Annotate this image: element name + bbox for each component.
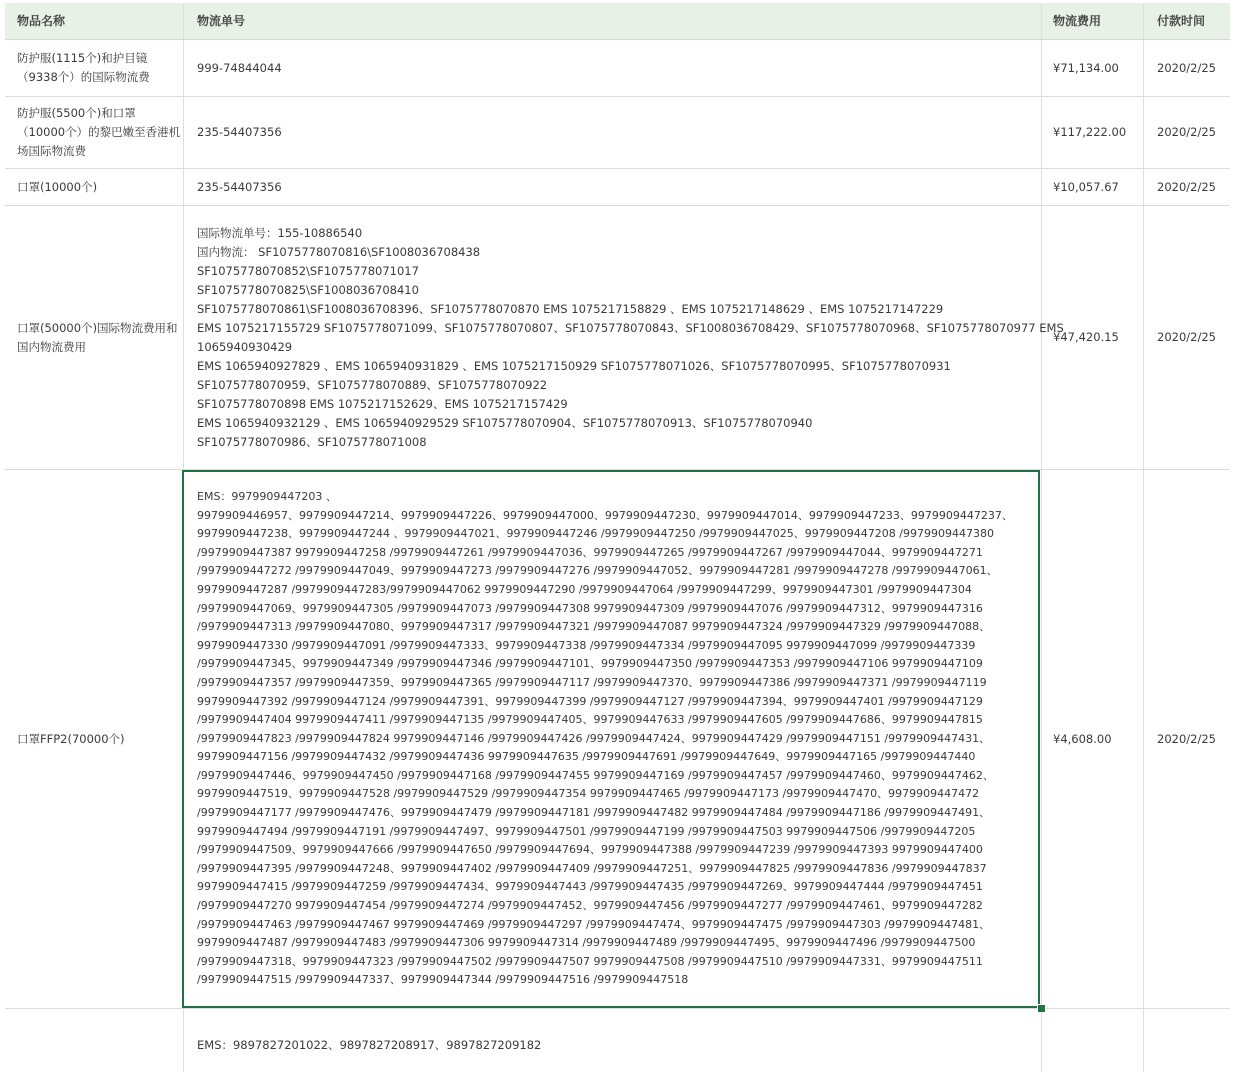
table-cell-fee[interactable] <box>1053 169 1143 205</box>
row-divider <box>5 1008 1230 1009</box>
tracking-line: 235-54407356 <box>197 179 282 194</box>
column-header-fee[interactable]: 物流费用 <box>1053 14 1102 28</box>
tracking-lines <box>197 1036 541 1055</box>
tracking-line: 9979909446957、9979909447214、9979909447226、9979909447000、9979909447230、9979909447014、9979909447233、9979909447237、 <box>197 508 1013 522</box>
tracking-line: 9979909447415 /9979909447259 /9979909447434、9979909447443 /9979909447435 /9979909447269、9979909447444 /9979909447451 <box>197 880 983 894</box>
tracking-line: SF1075778070959、SF1075778070889、SF1075778070922 <box>197 377 548 392</box>
tracking-line: /9979909447177 /9979909447476、9979909447479 /9979909447181 /9979909447482 9979909447484 /9979909447186 /9979909447491、 <box>197 806 991 820</box>
tracking-line: EMS：9897827201022、9897827208917、9897827209182 <box>197 1037 542 1052</box>
tracking-line: 1065940930429 <box>197 339 293 354</box>
table-cell-item-name[interactable] <box>17 40 183 96</box>
column-header-date[interactable]: 付款时间 <box>1157 14 1206 28</box>
tracking-line: SF1075778070852\SF1075778071017 <box>197 263 419 278</box>
fill-handle[interactable] <box>1037 1004 1046 1013</box>
tracking-line: EMS：9979909447203 、 <box>197 489 337 503</box>
tracking-line: /9979909447446、9979909447450 /9979909447168 /9979909447455 9979909447169 /9979909447457 /9979909447460、9979909447462、 <box>197 768 994 782</box>
tracking-line: /9979909447345、9979909447349 /9979909447346 /9979909447101、9979909447350 /9979909447353 /9979909447106 9979909447109 <box>197 657 983 671</box>
table-cell-date[interactable] <box>1157 169 1227 205</box>
table-cell-fee[interactable] <box>1053 97 1143 168</box>
tracking-line: 9979909447519、9979909447528 /9979909447529 /9979909447354 9979909447465 /9979909447173 /9979909447470、9979909447472 <box>197 787 980 801</box>
fee-text: ¥71,134.00 <box>1053 60 1119 75</box>
item-name-text: 口罩FFP2(70000个) <box>17 731 125 746</box>
tracking-line: 国内物流： SF1075778070816\SF1008036708438 <box>197 244 481 259</box>
date-text: 2020/2/25 <box>1157 179 1216 194</box>
tracking-line: EMS 1065940932129 、EMS 1065940929529 SF1075778070904、SF1075778070913、SF1075778070940 <box>197 415 813 430</box>
tracking-line: 9979909447330 /9979909447091 /9979909447333、9979909447338 /9979909447334 /9979909447095 9979909447099 /9979909447339 <box>197 638 976 652</box>
table-cell-tracking[interactable] <box>197 206 1064 469</box>
date-text: 2020/2/25 <box>1157 731 1216 746</box>
table-cell-tracking[interactable] <box>197 97 1047 168</box>
tracking-line: 9979909447487 /9979909447483 /9979909447306 9979909447314 /9979909447489 /9979909447495、9979909447496 /9979909447500 <box>197 936 976 950</box>
tracking-line: /9979909447272 /9979909447049、9979909447273 /9979909447276 /9979909447052、9979909447281 /9979909447278 /9979909447061、 <box>197 564 998 578</box>
fee-text: ¥10,057.67 <box>1053 179 1119 194</box>
tracking-line: /9979909447069、9979909447305 /9979909447073 /9979909447308 9979909447309 /9979909447076 /9979909447312、9979909447316 <box>197 601 983 615</box>
tracking-line: 235-54407356 <box>197 125 282 139</box>
header-row <box>5 3 1230 40</box>
tracking-line: 9979909447287 /9979909447283/9979909447062 9979909447290 /9979909447064 /9979909447299、9979909447301 /9979909447304 <box>197 582 972 596</box>
tracking-line: /9979909447318、9979909447323 /9979909447502 /9979909447507 9979909447508 /9979909447510 /9979909447331、9979909447511 <box>197 954 983 968</box>
table-cell-date[interactable] <box>1157 470 1227 1008</box>
tracking-lines <box>197 59 282 78</box>
table-cell-tracking[interactable] <box>197 40 1047 96</box>
table-cell-item-name[interactable] <box>17 97 183 168</box>
tracking-line: 9979909447392 /9979909447124 /9979909447391、9979909447399 /9979909447127 /9979909447394、9979909447401 /9979909447129 <box>197 694 983 708</box>
table-cell-fee[interactable] <box>1053 40 1143 96</box>
tracking-line: SF1075778070986、SF1075778071008 <box>197 434 427 449</box>
table-cell-fee[interactable] <box>1053 470 1143 1008</box>
tracking-lines <box>197 123 282 142</box>
tracking-line: 9979909447156 /9979909447432 /9979909447436 9979909447635 /9979909447691 /9979909447649、9979909447165 /9979909447440 <box>197 750 976 764</box>
tracking-line: 999-74844044 <box>197 60 282 75</box>
cell-selection-border <box>182 470 1040 1008</box>
item-name-text: 口罩(50000个)国际物流费用和国内物流费用 <box>17 320 178 354</box>
tracking-line: /9979909447404 9979909447411 /9979909447135 /9979909447405、9979909447633 /9979909447605 /9979909447686、9979909447815 <box>197 713 983 727</box>
table-cell-date[interactable] <box>1157 206 1227 469</box>
tracking-line: EMS 1075217155729 SF1075778071099、SF1075778070807、SF1075778070843、SF1008036708429、SF1075778070968、SF1075778070977 EMS <box>197 320 1064 335</box>
table-cell-tracking[interactable] <box>197 169 1047 205</box>
item-name-text: 防护服(5500个)和口罩（10000个）的黎巴嫩至香港机场国际物流费 <box>17 106 181 158</box>
item-name-text: 口罩(10000个) <box>17 179 98 194</box>
tracking-line: /9979909447395 /9979909447248、9979909447402 /9979909447409 /9979909447251、9979909447825 /9979909447836 /9979909447837 <box>197 861 987 875</box>
tracking-line: /9979909447509、9979909447666 /9979909447650 /9979909447694、9979909447388 /9979909447239 /9979909447393 9979909447400 <box>197 843 983 857</box>
tracking-line: SF1075778070825\SF1008036708410 <box>197 282 419 297</box>
tracking-lines <box>197 224 1064 452</box>
fee-text: ¥117,222.00 <box>1053 125 1127 139</box>
table-cell-date[interactable] <box>1157 40 1227 96</box>
column-header-name[interactable]: 物品名称 <box>17 14 66 28</box>
tracking-line: EMS 1065940927829 、EMS 1065940931829 、EMS 1075217150929 SF1075778071026、SF1075778070995、SF1075778070931 <box>197 358 951 373</box>
tracking-line: /9979909447270 9979909447454 /9979909447274 /9979909447452、9979909447456 /9979909447277 /9979909447461、9979909447282 <box>197 899 983 913</box>
tracking-line: /9979909447823 /9979909447824 9979909447146 /9979909447426 /9979909447424、9979909447429 /9979909447151 /9979909447431、 <box>197 731 991 745</box>
fee-text: ¥4,608.00 <box>1053 731 1112 746</box>
table-cell-item-name[interactable] <box>17 1009 183 1072</box>
tracking-line: 9979909447494 /9979909447191 /9979909447497、9979909447501 /9979909447199 /9979909447503 9979909447506 /9979909447205 <box>197 824 976 838</box>
date-text: 2020/2/25 <box>1157 125 1216 139</box>
tracking-line: 9979909447238、9979909447244 、9979909447021、9979909447246 /9979909447250 /9979909447025、9979909447208 /9979909447380 <box>197 527 994 541</box>
table-cell-tracking[interactable] <box>197 1033 1047 1057</box>
tracking-line: SF1075778070861\SF1008036708396、SF1075778070870 EMS 1075217158829 、EMS 1075217148629 、EMS 1075217147229 <box>197 301 944 316</box>
tracking-line: /9979909447463 /9979909447467 9979909447469 /9979909447297 /9979909447474、9979909447475 /9979909447303 /9979909447481、 <box>197 917 991 931</box>
tracking-lines <box>197 178 282 197</box>
tracking-line: /9979909447357 /9979909447359、9979909447365 /9979909447117 /9979909447370、9979909447386 /9979909447371 /9979909447119 <box>197 675 987 689</box>
column-divider <box>1143 3 1144 1072</box>
tracking-line: /9979909447515 /9979909447337、9979909447344 /9979909447516 /9979909447518 <box>197 973 689 987</box>
table-cell-item-name[interactable] <box>17 470 183 1008</box>
date-text: 2020/2/25 <box>1157 60 1216 75</box>
table-cell-item-name[interactable] <box>17 169 183 205</box>
table-cell-item-name[interactable] <box>17 206 183 469</box>
spreadsheet-table <box>5 3 1230 1072</box>
fee-text: ¥47,420.15 <box>1053 330 1119 344</box>
table-cell-fee[interactable] <box>1053 206 1143 469</box>
tracking-line: SF1075778070898 EMS 1075217152629、EMS 1075217157429 <box>197 396 568 411</box>
item-name-text: 防护服(1115个)和护目镜（9338个）的国际物流费 <box>17 51 150 84</box>
tracking-line: /9979909447387 9979909447258 /9979909447261 /9979909447036、9979909447265 /9979909447267 /9979909447044、9979909447271 <box>197 545 983 559</box>
column-header-tracking[interactable]: 物流单号 <box>197 14 246 28</box>
table-cell-date[interactable] <box>1157 97 1227 168</box>
tracking-line: 国际物流单号：155-10886540 <box>197 225 363 240</box>
tracking-line: /9979909447313 /9979909447080、9979909447317 /9979909447321 /9979909447087 9979909447324 /9979909447329 /9979909447088、 <box>197 620 991 634</box>
date-text: 2020/2/25 <box>1157 330 1216 344</box>
